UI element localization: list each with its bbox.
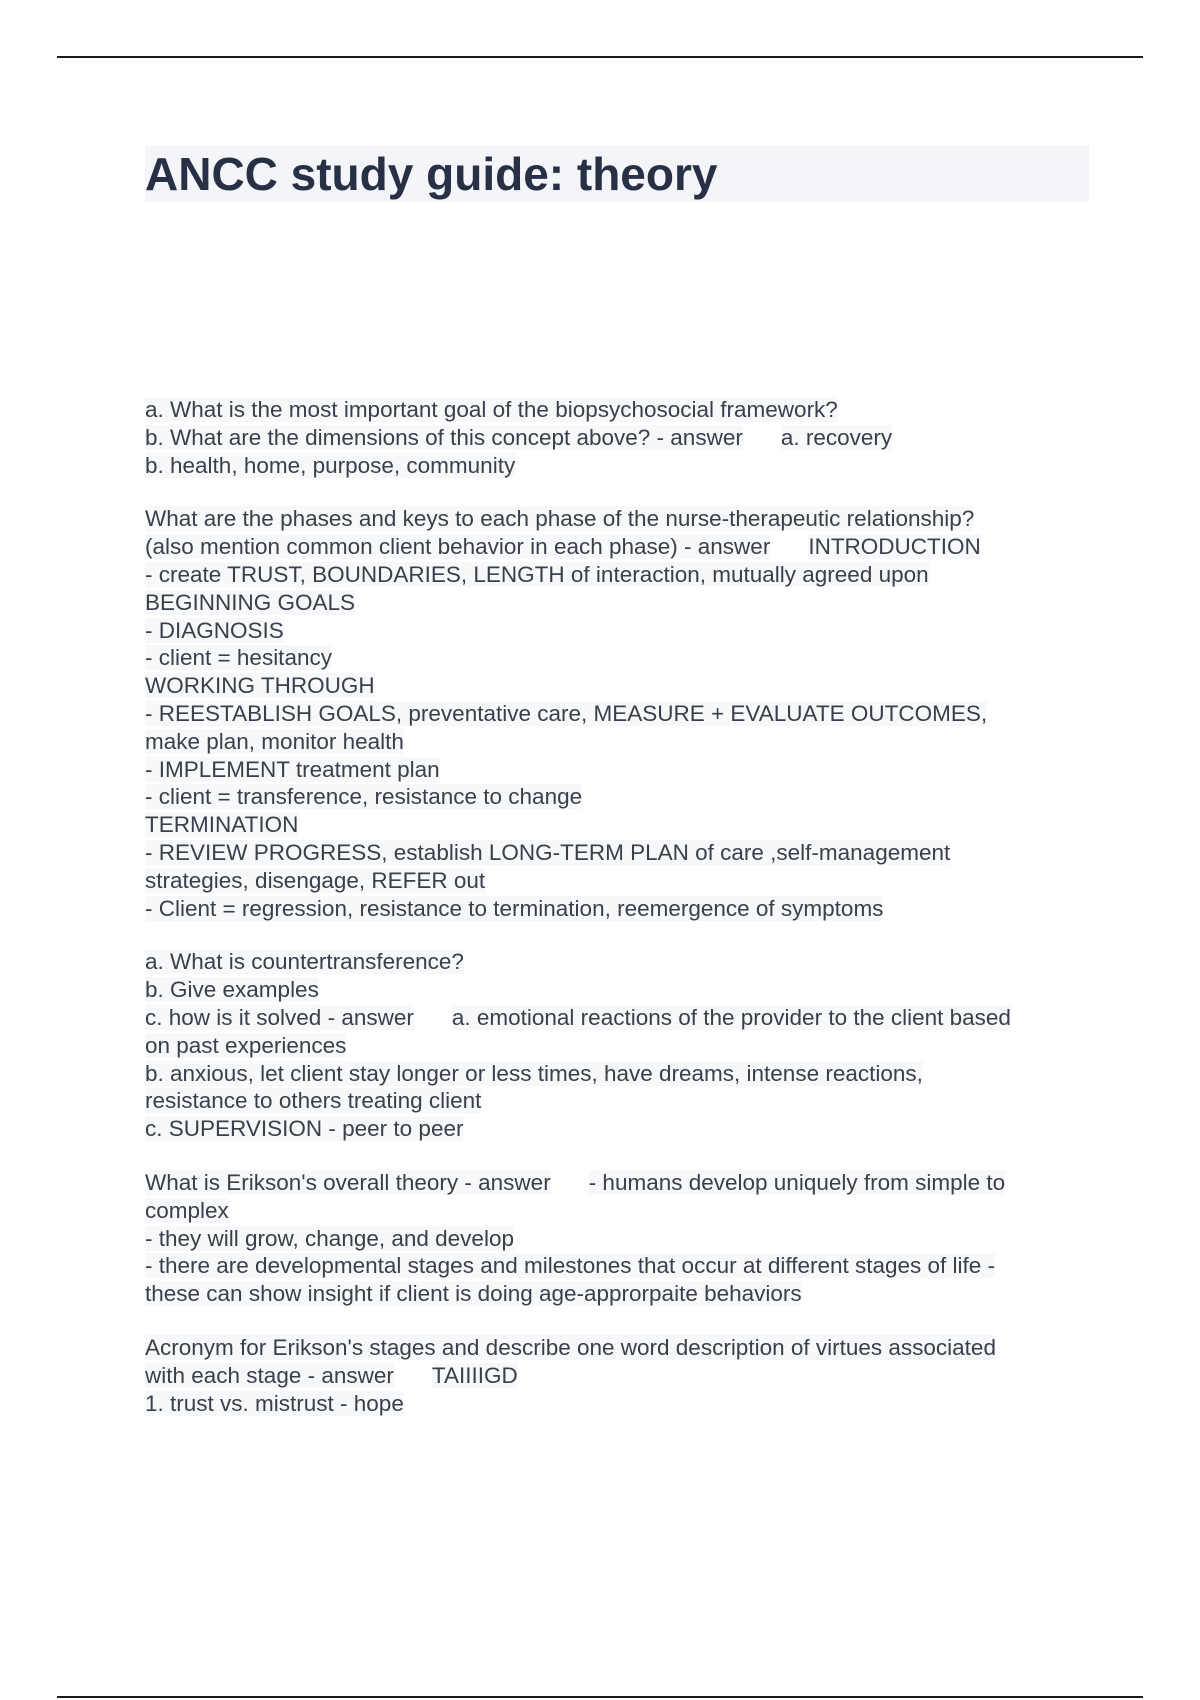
- text-line: [145, 895, 1100, 923]
- text-line: [145, 728, 1100, 756]
- question-answer-line: [145, 1004, 1100, 1032]
- top-rule: [57, 56, 1143, 58]
- qa-block: [145, 505, 1100, 922]
- question-text: What is Erikson's overall theory - answer: [145, 1169, 551, 1195]
- answer-text: a. emotional reactions of the provider to the client based: [451, 1004, 1011, 1030]
- qa-block: [145, 948, 1100, 1143]
- text-line: [145, 1060, 1100, 1088]
- line-text: - there are developmental stages and milestones that occur at different stages of life -: [145, 1253, 996, 1279]
- answer-text: INTRODUCTION: [808, 534, 981, 560]
- line-text: strategies, disengage, REFER out: [145, 867, 486, 893]
- text-line: [145, 396, 1100, 424]
- question-text: b. What are the dimensions of this concept above? - answer: [145, 424, 743, 450]
- text-line: [145, 756, 1100, 784]
- line-text: b. anxious, let client stay longer or less times, have dreams, intense reactions,: [145, 1060, 923, 1086]
- text-line: [145, 867, 1100, 895]
- text-line: [145, 1390, 1100, 1418]
- question-text: c. how is it solved - answer: [145, 1004, 414, 1030]
- question-answer-line: [145, 533, 1100, 561]
- line-text: - create TRUST, BOUNDARIES, LENGTH of interaction, mutually agreed upon: [145, 561, 929, 587]
- line-text: c. SUPERVISION - peer to peer: [145, 1116, 464, 1142]
- line-text: these can show insight if client is doing age-approrpaite behaviors: [145, 1281, 802, 1307]
- line-text: make plan, monitor health: [145, 728, 404, 754]
- line-text: on past experiences: [145, 1032, 347, 1058]
- question-answer-line: [145, 424, 1100, 452]
- text-line: [145, 1334, 1100, 1362]
- line-text: 1. trust vs. mistrust - hope: [145, 1390, 404, 1416]
- question-text: with each stage - answer: [145, 1362, 394, 1388]
- text-line: [145, 1252, 1100, 1280]
- line-text: - REVIEW PROGRESS, establish LONG-TERM PLAN of care ,self-management: [145, 839, 951, 865]
- line-text: - DIAGNOSIS: [145, 617, 284, 643]
- qa-block: [145, 1334, 1100, 1417]
- answer-text: - humans develop uniquely from simple to: [588, 1169, 1006, 1195]
- line-text: What are the phases and keys to each phase of the nurse-therapeutic relationship?: [145, 506, 975, 532]
- text-line: [145, 644, 1100, 672]
- line-text: Acronym for Erikson's stages and describe one word description of virtues associated: [145, 1334, 996, 1360]
- answer-text: TAIIIIGD: [431, 1362, 518, 1388]
- text-line: [145, 1197, 1100, 1225]
- line-text: - REESTABLISH GOALS, preventative care, MEASURE + EVALUATE OUTCOMES,: [145, 700, 988, 726]
- text-line: [145, 1225, 1100, 1253]
- text-line: [145, 1032, 1100, 1060]
- line-text: b. health, home, purpose, community: [145, 452, 516, 478]
- line-text: - Client = regression, resistance to termination, reemergence of symptoms: [145, 895, 884, 921]
- line-text: TERMINATION: [145, 812, 299, 838]
- line-text: complex: [145, 1197, 229, 1223]
- text-line: [145, 505, 1100, 533]
- study-guide-content: [145, 396, 1100, 1443]
- line-text: resistance to others treating client: [145, 1088, 482, 1114]
- line-text: - they will grow, change, and develop: [145, 1225, 514, 1251]
- text-line: [145, 452, 1100, 480]
- line-text: WORKING THROUGH: [145, 673, 375, 699]
- line-text: a. What is the most important goal of the biopsychosocial framework?: [145, 397, 838, 422]
- line-text: - IMPLEMENT treatment plan: [145, 756, 440, 782]
- line-text: b. Give examples: [145, 977, 319, 1003]
- line-text: - client = transference, resistance to change: [145, 784, 583, 810]
- line-text: a. What is countertransference?: [145, 949, 464, 975]
- text-line: [145, 1115, 1100, 1143]
- question-text: (also mention common client behavior in each phase) - answer: [145, 534, 771, 560]
- text-line: [145, 589, 1100, 617]
- qa-block: [145, 396, 1100, 479]
- text-line: [145, 1280, 1100, 1308]
- text-line: [145, 561, 1100, 589]
- text-line: [145, 839, 1100, 867]
- text-line: [145, 948, 1100, 976]
- line-text: - client = hesitancy: [145, 645, 332, 671]
- text-line: [145, 700, 1100, 728]
- question-answer-line: [145, 1362, 1100, 1390]
- text-line: [145, 976, 1100, 1004]
- text-line: [145, 783, 1100, 811]
- qa-block: [145, 1169, 1100, 1308]
- line-text: BEGINNING GOALS: [145, 589, 356, 615]
- document-title: ANCC study guide: theory: [145, 146, 1089, 202]
- bottom-rule: [57, 1696, 1143, 1698]
- text-line: [145, 811, 1100, 839]
- text-line: [145, 617, 1100, 645]
- answer-text: a. recovery: [780, 424, 893, 450]
- text-line: [145, 672, 1100, 700]
- question-answer-line: [145, 1169, 1100, 1197]
- text-line: [145, 1087, 1100, 1115]
